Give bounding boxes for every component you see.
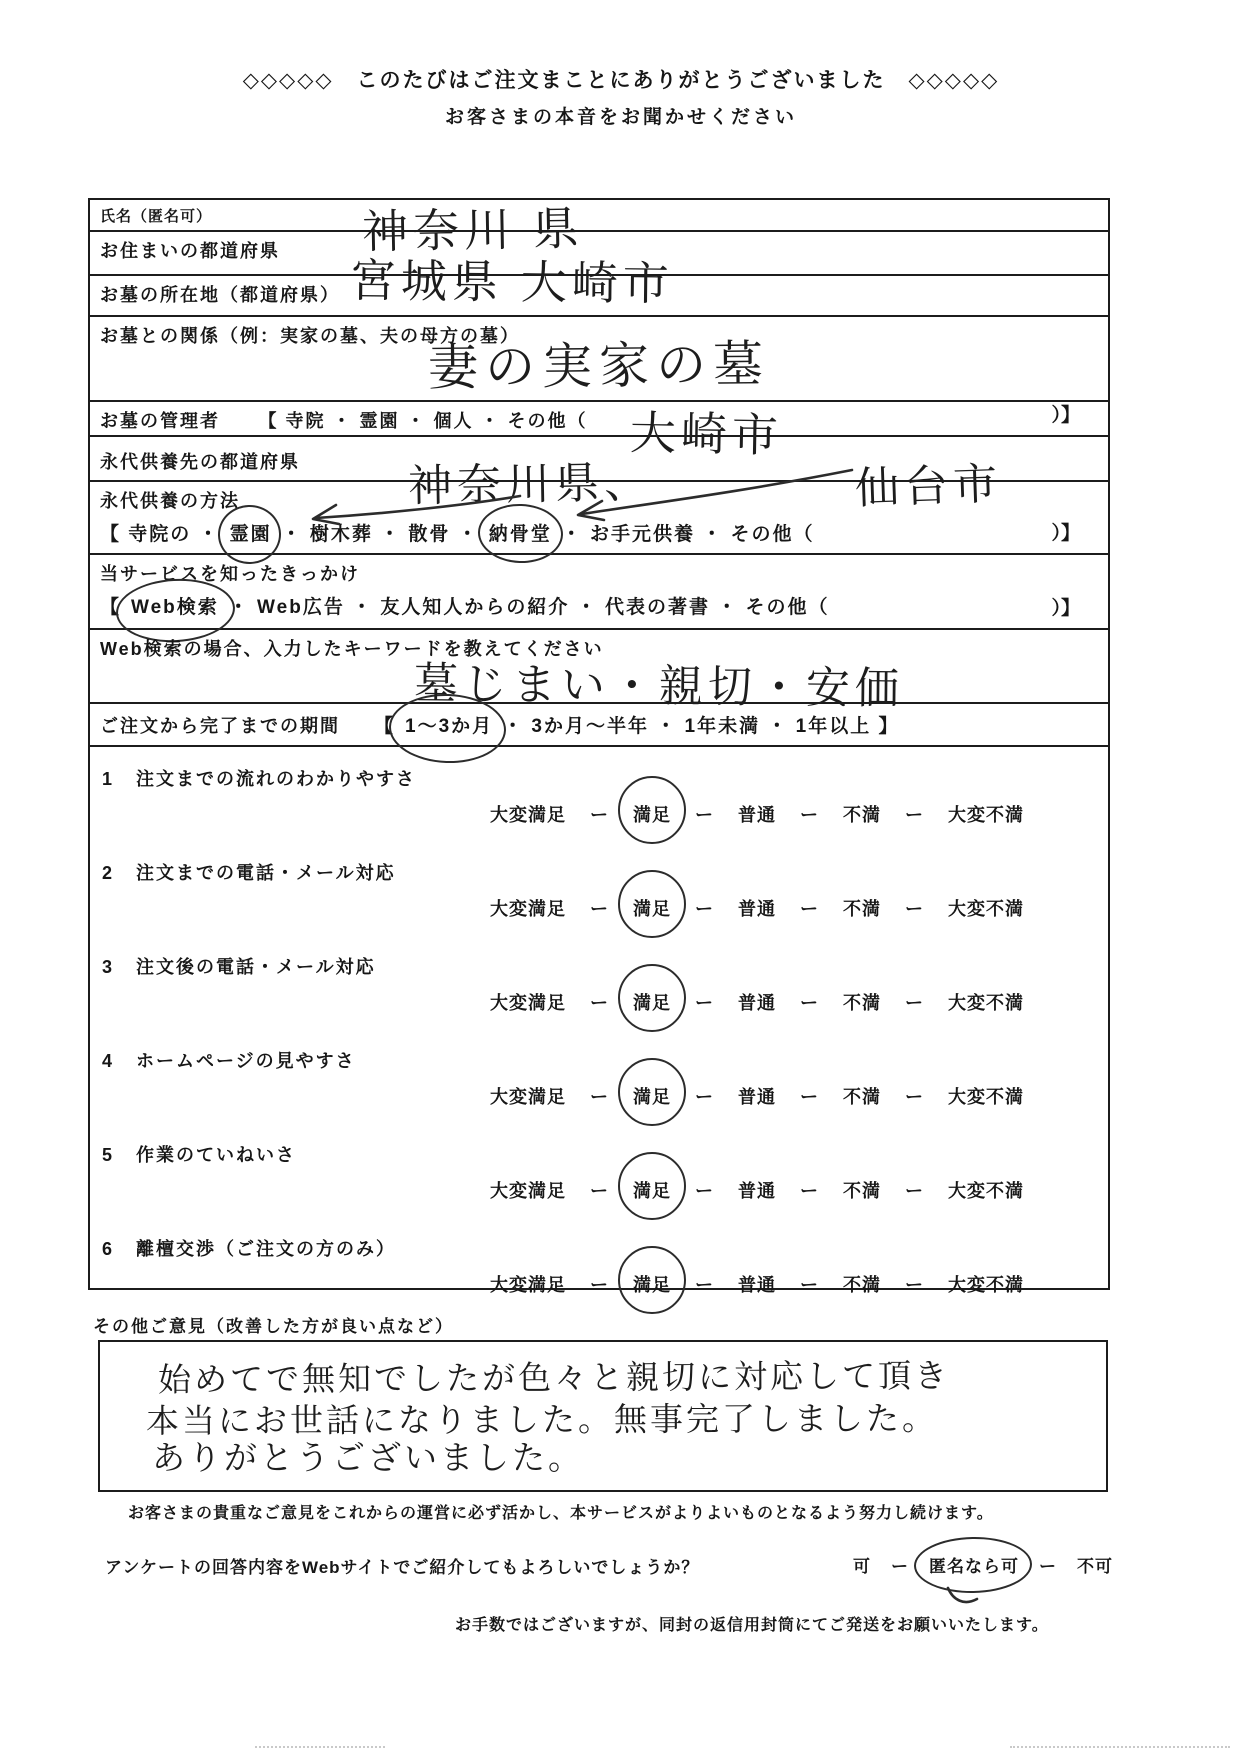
option-neutral: 普通 xyxy=(738,899,776,919)
question-1-number: 1 xyxy=(102,769,115,789)
circled-option-period xyxy=(405,711,493,738)
option-very-satisfied: 大変満足 xyxy=(490,805,566,825)
option-very-dissatisfied: 大変不満 xyxy=(948,1275,1024,1295)
question-6-number: 6 xyxy=(102,1239,115,1259)
trigger-label: 当サービスを知ったきっかけ xyxy=(100,564,360,584)
option-very-satisfied: 大変満足 xyxy=(490,899,566,919)
handwritten-comment-line2: 本当にお世話になりました。無事完了しました。 xyxy=(145,1399,939,1440)
option-period-1-3months: 1～3か月 xyxy=(405,716,494,737)
manager-options: 【 寺院 ・ 霊園 ・ 個人 ・ その他（ xyxy=(258,411,588,431)
option-neutral: 普通 xyxy=(738,1275,776,1295)
circled-option-reien xyxy=(230,519,272,546)
question-6-label xyxy=(102,1235,1096,1261)
scale-dash: ー xyxy=(800,1087,819,1107)
handwritten-comment-line3: ありがとうございました。 xyxy=(152,1439,584,1476)
method-open: 【 寺院の ・ xyxy=(100,524,220,545)
comments-label: その他ご意見（改善した方が良い点など） xyxy=(93,1317,454,1336)
circled-option-satisfied xyxy=(633,801,671,827)
option-dissatisfied: 不満 xyxy=(843,1087,881,1107)
footer-dash: ー xyxy=(891,1557,909,1576)
option-not-ok: 不可 xyxy=(1077,1557,1113,1576)
scale-dash: ー xyxy=(695,1181,714,1201)
scale-dash: ー xyxy=(905,805,924,825)
option-very-dissatisfied: 大変不満 xyxy=(948,993,1024,1013)
option-dissatisfied: 不満 xyxy=(843,1275,881,1295)
circled-option-satisfied xyxy=(633,1271,671,1297)
question-5-text: 作業のていねいさ xyxy=(136,1145,297,1165)
question-4-rating-scale xyxy=(490,1083,1024,1109)
manager-label: お墓の管理者 xyxy=(100,411,220,431)
scale-dash: ー xyxy=(590,899,609,919)
scale-dash: ー xyxy=(695,899,714,919)
option-dissatisfied: 不満 xyxy=(843,1181,881,1201)
handwritten-eitai-city: 仙台市 xyxy=(854,459,1003,514)
mail-note: お手数ではございますが、同封の返信用封筒にてご発送をお願いいたします。 xyxy=(455,1617,1049,1634)
option-satisfied: 満足 xyxy=(633,1087,671,1107)
question-5-label xyxy=(102,1141,1096,1167)
option-anonymous-ok: 匿名なら可 xyxy=(929,1557,1019,1576)
scale-dash: ー xyxy=(905,899,924,919)
question-5 xyxy=(102,1141,1096,1233)
question-2-number: 2 xyxy=(102,863,115,883)
scale-dash: ー xyxy=(590,805,609,825)
question-5-number: 5 xyxy=(102,1145,115,1165)
scale-dash: ー xyxy=(905,1275,924,1295)
method-mid2: ・ お手元供養 ・ その他（ xyxy=(561,524,815,545)
question-1-label xyxy=(102,765,1096,791)
field-row-manager xyxy=(90,402,1108,437)
question-6-text: 離檀交渉（ご注文の方のみ） xyxy=(136,1239,397,1259)
page-subtitle: お客さまの本音をお聞かせください xyxy=(444,107,797,128)
eitai-pref-label: 永代供養先の都道府県 xyxy=(100,452,300,472)
option-very-satisfied: 大変満足 xyxy=(490,1087,566,1107)
pledge-text: お客さまの貴重なご意見をこれからの運営に必ず活かし、本サービスがよりよいものとなるよう努力し続けます。 xyxy=(128,1505,994,1522)
circled-option-satisfied xyxy=(633,895,671,921)
scale-dash: ー xyxy=(800,899,819,919)
option-neutral: 普通 xyxy=(738,1087,776,1107)
question-1-rating-scale xyxy=(490,801,1024,827)
question-4 xyxy=(102,1047,1096,1139)
method-options xyxy=(100,519,1098,546)
footer-dash: ー xyxy=(1039,1557,1057,1576)
question-3-label xyxy=(102,953,1096,979)
scale-dash: ー xyxy=(695,805,714,825)
handwritten-grave-location: 宮城県 大崎市 xyxy=(349,254,675,310)
question-6-rating-scale xyxy=(490,1271,1024,1297)
question-1-text: 注文までの流れのわかりやすさ xyxy=(136,769,417,789)
option-satisfied: 満足 xyxy=(633,1181,671,1201)
publish-options xyxy=(853,1552,1113,1577)
option-dissatisfied: 不満 xyxy=(843,805,881,825)
question-2-label xyxy=(102,859,1096,885)
option-ok: 可 xyxy=(853,1557,871,1576)
scale-dash: ー xyxy=(590,993,609,1013)
option-very-satisfied: 大変満足 xyxy=(490,993,566,1013)
handwritten-residence: 神奈川 県 xyxy=(361,202,585,258)
option-very-dissatisfied: 大変不満 xyxy=(948,805,1024,825)
manager-options-close: ）】 xyxy=(1051,405,1080,426)
scale-dash: ー xyxy=(590,1087,609,1107)
question-4-label xyxy=(102,1047,1096,1073)
scale-dash: ー xyxy=(695,993,714,1013)
circled-option-satisfied xyxy=(633,1083,671,1109)
scale-dash: ー xyxy=(590,1181,609,1201)
scale-dash: ー xyxy=(905,1181,924,1201)
handwritten-relation: 妻の実家の墓 xyxy=(427,336,771,396)
scale-dash: ー xyxy=(590,1275,609,1295)
tokumei-circle-tail xyxy=(948,1588,977,1602)
trigger-options xyxy=(100,592,1098,619)
question-4-text: ホームページの見やすさ xyxy=(136,1051,356,1071)
circled-option-satisfied xyxy=(633,1177,671,1203)
option-reien: 霊園 xyxy=(229,524,272,545)
grave-location-label: お墓の所在地（都道府県） xyxy=(100,285,340,305)
circled-option-nokotsudo xyxy=(489,519,552,546)
circled-option-satisfied xyxy=(633,989,671,1015)
trigger-mid: ・ Web広告 ・ 友人知人からの紹介 ・ 代表の著書 ・ その他（ xyxy=(228,597,830,618)
scan-noise xyxy=(1010,1746,1230,1748)
field-row-trigger xyxy=(90,555,1108,630)
option-web-search: Web検索 xyxy=(131,597,219,618)
period-options xyxy=(100,711,1098,738)
handwritten-manager: 大崎市 xyxy=(629,406,784,462)
residence-label: お住まいの都道府県 xyxy=(100,241,280,261)
circled-option-web-search xyxy=(131,592,219,619)
method-label: 永代供養の方法 xyxy=(100,491,240,511)
period-open: 【 xyxy=(374,716,396,737)
option-satisfied: 満足 xyxy=(633,993,671,1013)
scale-dash: ー xyxy=(905,1087,924,1107)
question-1 xyxy=(102,765,1096,857)
scale-dash: ー xyxy=(800,993,819,1013)
keyword-label: Web検索の場合、入力したキーワードを教えてください xyxy=(100,639,604,659)
option-neutral: 普通 xyxy=(738,805,776,825)
circled-option-anonymous-ok xyxy=(929,1552,1019,1577)
option-very-satisfied: 大変満足 xyxy=(490,1275,566,1295)
option-neutral: 普通 xyxy=(738,993,776,1013)
option-nokotsudo: 納骨堂 xyxy=(488,524,552,545)
handwritten-eitai-pref: 神奈川県、 xyxy=(407,457,654,512)
question-2-rating-scale xyxy=(490,895,1024,921)
question-3-rating-scale xyxy=(490,989,1024,1015)
option-satisfied: 満足 xyxy=(633,899,671,919)
option-very-dissatisfied: 大変不満 xyxy=(948,1181,1024,1201)
question-4-number: 4 xyxy=(102,1051,115,1071)
scan-noise xyxy=(255,1746,385,1748)
handwritten-comment-line1: 始めてで無知でしたが色々と親切に対応して頂き xyxy=(157,1356,951,1399)
period-label: ご注文から完了までの期間 xyxy=(100,716,340,736)
scale-dash: ー xyxy=(905,993,924,1013)
method-mid1: ・ 樹木葬 ・ 散骨 ・ xyxy=(281,524,479,545)
option-satisfied: 満足 xyxy=(633,805,671,825)
option-neutral: 普通 xyxy=(738,1181,776,1201)
scale-dash: ー xyxy=(695,1087,714,1107)
question-2-text: 注文までの電話・メール対応 xyxy=(136,863,396,883)
option-dissatisfied: 不満 xyxy=(843,993,881,1013)
ratings-section xyxy=(90,747,1108,1295)
method-options-close: ）】 xyxy=(1051,523,1080,544)
relation-label: お墓との関係（例：実家の墓、夫の母方の墓） xyxy=(100,326,520,346)
question-3 xyxy=(102,953,1096,1045)
name-label: 氏名（匿名可） xyxy=(100,208,213,225)
option-very-dissatisfied: 大変不満 xyxy=(948,899,1024,919)
scale-dash: ー xyxy=(800,805,819,825)
question-3-text: 注文後の電話・メール対応 xyxy=(136,957,376,977)
question-5-rating-scale xyxy=(490,1177,1024,1203)
option-satisfied: 満足 xyxy=(633,1275,671,1295)
question-2 xyxy=(102,859,1096,951)
period-rest: ・ 3か月～半年 ・ 1年未満 ・ 1年以上 】 xyxy=(503,716,900,737)
option-dissatisfied: 不満 xyxy=(843,899,881,919)
option-very-dissatisfied: 大変不満 xyxy=(948,1087,1024,1107)
question-3-number: 3 xyxy=(102,957,115,977)
publish-question: アンケートの回答内容をWebサイトでご紹介してもよろしいでしょうか？ xyxy=(105,1558,700,1577)
field-row-name xyxy=(90,200,1108,232)
handwritten-keywords: 墓じまい・親切・安価 xyxy=(413,659,905,714)
scale-dash: ー xyxy=(800,1181,819,1201)
option-very-satisfied: 大変満足 xyxy=(490,1181,566,1201)
trigger-open: 【 xyxy=(100,597,122,618)
page-title: ◇◇◇◇◇ このたびはご注文まことにありがとうございました ◇◇◇◇◇ xyxy=(242,69,1000,92)
trigger-options-close: ）】 xyxy=(1051,598,1080,619)
scale-dash: ー xyxy=(695,1275,714,1295)
scale-dash: ー xyxy=(800,1275,819,1295)
